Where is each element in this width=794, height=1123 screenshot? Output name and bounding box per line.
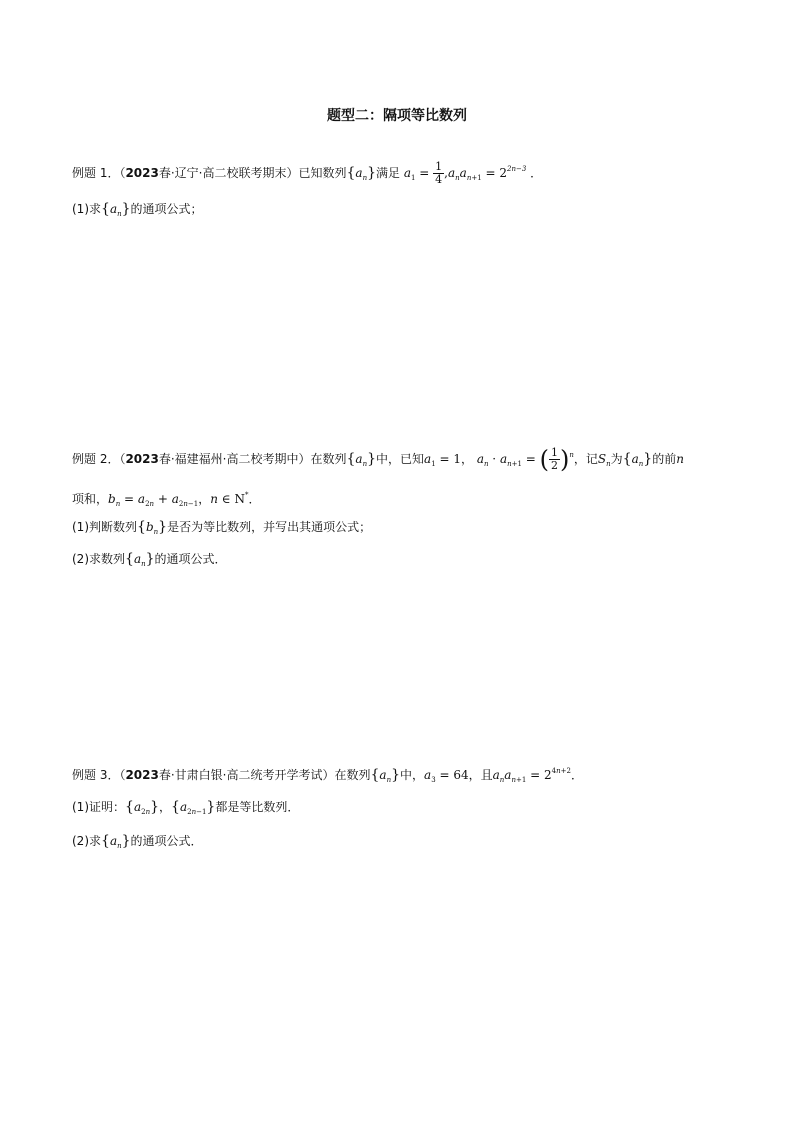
example-2-question-2: (2)求数列$\{a_n\}$的通项公式．	[72, 551, 227, 568]
fraction-one-half: $\frac{1}{2}$	[551, 446, 558, 472]
example-3-question-1: (1)证明：$\{a_{2n}\}$，$\{a_{2n-1}\}$都是等比数列．	[72, 799, 300, 816]
example-3-question-2: (2)求$\{a_n\}$的通项公式．	[72, 833, 203, 850]
example-2-question-1: (1)判断数列$\{b_n\}$是否为等比数列，并写出其通项公式；	[72, 519, 372, 536]
example-2-statement-line-2: 项和，$b_n = a_{2n} + a_{2n-1}$，n ∈ N*．	[72, 491, 261, 508]
example-2-statement: 例题 2．（2023春·福建福州·高二校考期中）在数列$\{a_n\}$中，已知$a_1 = 1$， $a_n \cdot a_{n+1}$ = ( $\frac{1}{2}$ )$^n$，记$S_n$为$\{a_n\}$的前n	[72, 445, 684, 474]
example-1-question-1: (1)求$\{a_n\}$的通项公式；	[72, 201, 203, 218]
example-1-statement: 例题 1．（2023春·辽宁·高二校联考期末）已知数列$\{a_n\}$满足 $a_1$ = $\frac{1}{4}$ $,a_na_{n+1} = 2^{2n-3}$ ．	[72, 160, 543, 186]
fraction-one-quarter: $\frac{1}{4}$	[435, 160, 443, 186]
page-title: 题型二：隔项等比数列	[327, 108, 467, 124]
example-3-statement: 例题 3．（2023春·甘肃白银·高二统考开学考试）在数列$\{a_n\}$中，$a_3 = 64$，且$a_na_{n+1} = 2^{4n+2}$．	[72, 767, 583, 784]
